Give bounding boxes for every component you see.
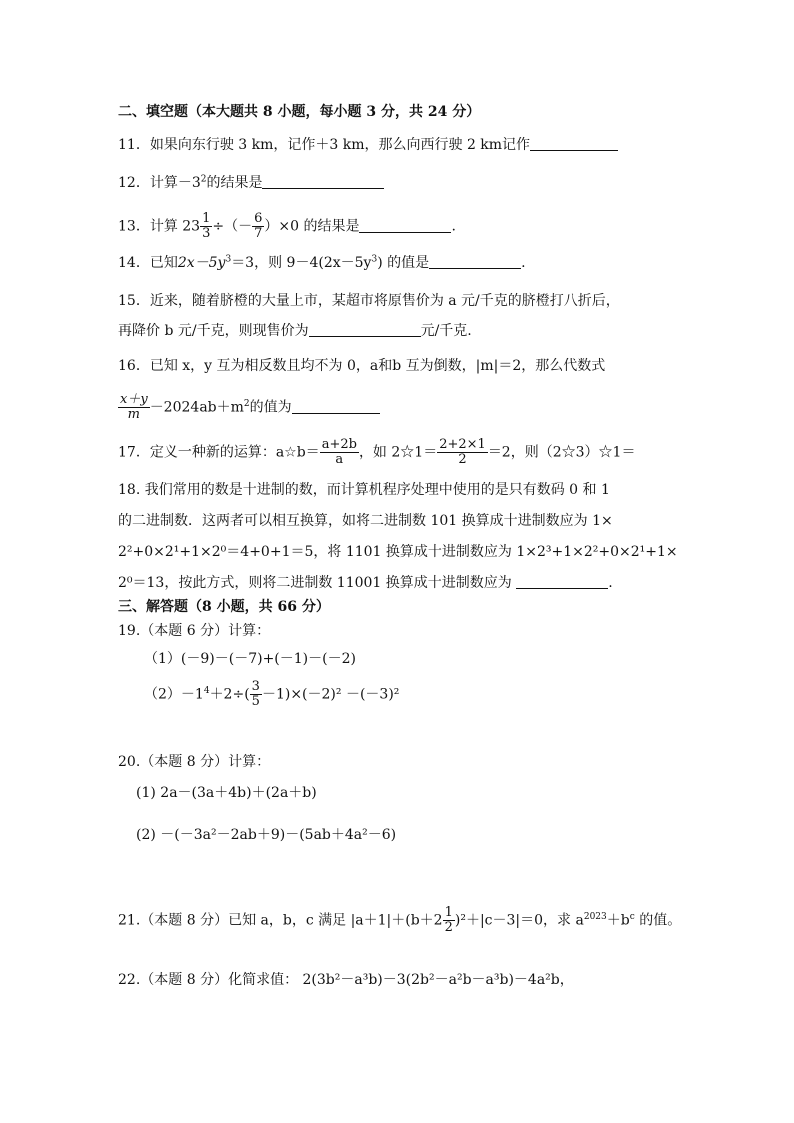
fraction: $\frac{6}{7}$ (254, 211, 263, 241)
fraction: $\frac{3}{5}$ (251, 679, 260, 709)
question-15-line-2: 再降价 b 元/千克，则现售价为 元/千克. (118, 323, 472, 339)
question-14: 14．已知$2x-5y^3=3$，则 $9-4(2x-5y^3)$ 的值是 . (118, 254, 526, 271)
fraction: $\frac{1}{3}$ (202, 211, 211, 241)
question-18-line-1: 18. 我们常用的数是十进制的数，而计算机程序处理中使用的是只有数码 0 和 1 (118, 482, 610, 498)
question-15-line-1: 15．近来，随着脐橙的大量上市，某超市将原售价为 a 元/千克的脐橙打八折后， (118, 293, 620, 309)
question-18-line-4: 2⁰＝13，按此方式，则将二进制数 11001 换算成十进制数应为 . (118, 575, 613, 591)
question-17: 17．定义一种新的运算：a☆b＝ $\frac{a+2b}{a}$ ，如 2☆1＝ $\frac{2+2\times 1}{2}$ ＝2，则（2☆3）☆1＝ (118, 437, 636, 467)
question-22: 22.（本题 8 分）化简求值： 2(3b²－a³b)－3(2b²－a²b－a³b)－4a²b， (118, 972, 574, 988)
answer-blank[interactable] (429, 254, 521, 269)
section-2-title: 二、填空题（本大题共 8 小题，每小题 3 分，共 24 分） (118, 104, 481, 120)
question-19-part-2: $(2)-1^4+2\div$( $\frac{3}{5}$ －1)×(－2)² －(－3)² (144, 679, 400, 709)
question-16-line-1: 16．已知 x，y 互为相反数且均不为 0，a和b 互为倒数，|m|＝2，那么代数式 (118, 358, 606, 374)
answer-blank[interactable] (530, 136, 618, 151)
question-20-title: 20.（本题 8 分）计算： (118, 754, 271, 770)
answer-blank[interactable] (516, 574, 608, 589)
section-3-title: 三、解答题（8 小题，共 66 分） (118, 599, 330, 615)
question-20-part-2: (2) －(－3a²－2ab＋9)－(5ab＋4a²－6) (136, 827, 397, 843)
question-19-title: 19.（本题 6 分）计算： (118, 623, 271, 639)
fraction: $\frac{a+2b}{a}$ (321, 437, 357, 467)
question-16-line-2: $\frac{x+y}{m}$ $-2024ab+m^2$的值为 (118, 393, 380, 422)
question-12: 12．计算$-3^2$的结果是 (118, 174, 384, 192)
question-13: 13．计算 23 $\frac{1}{3}$ ÷（－ $\frac{6}{7}$ ）×0 的结果是 . (118, 211, 456, 241)
answer-blank[interactable] (292, 399, 380, 414)
answer-blank[interactable] (262, 174, 384, 189)
answer-blank[interactable] (359, 218, 451, 233)
question-21: 21.（本题 8 分）已知 a，b，c 满足 |a＋1|＋(b＋2 $\frac{1}{2}$ )²＋|c－3|＝0，求 $a^{2023}+b^c$ 的值。 (118, 905, 682, 935)
question-18-line-3: 2²+0×2¹+1×2⁰＝4+0+1＝5，将 1101 换算成十进制数应为 1×2³+1×2²+0×2¹+1× (118, 544, 678, 560)
fraction: $\frac{2+2\times 1}{2}$ (439, 437, 486, 467)
question-19-part-1: （1）(－9)－(－7)+(－1)－(－2) (144, 651, 356, 667)
question-11: 11．如果向东行驶 3 km，记作＋3 km，那么向西行驶 2 km记作 (118, 136, 618, 154)
answer-blank[interactable] (309, 322, 421, 337)
fraction: $\frac{x+y}{m}$ (120, 392, 148, 422)
question-20-part-1: (1) 2a－(3a＋4b)＋(2a＋b) (136, 785, 317, 801)
question-18-line-2: 的二进制数．这两者可以相互换算，如将二进制数 101 换算成十进制数应为 1× (118, 513, 613, 529)
fraction: $\frac{1}{2}$ (444, 905, 453, 935)
